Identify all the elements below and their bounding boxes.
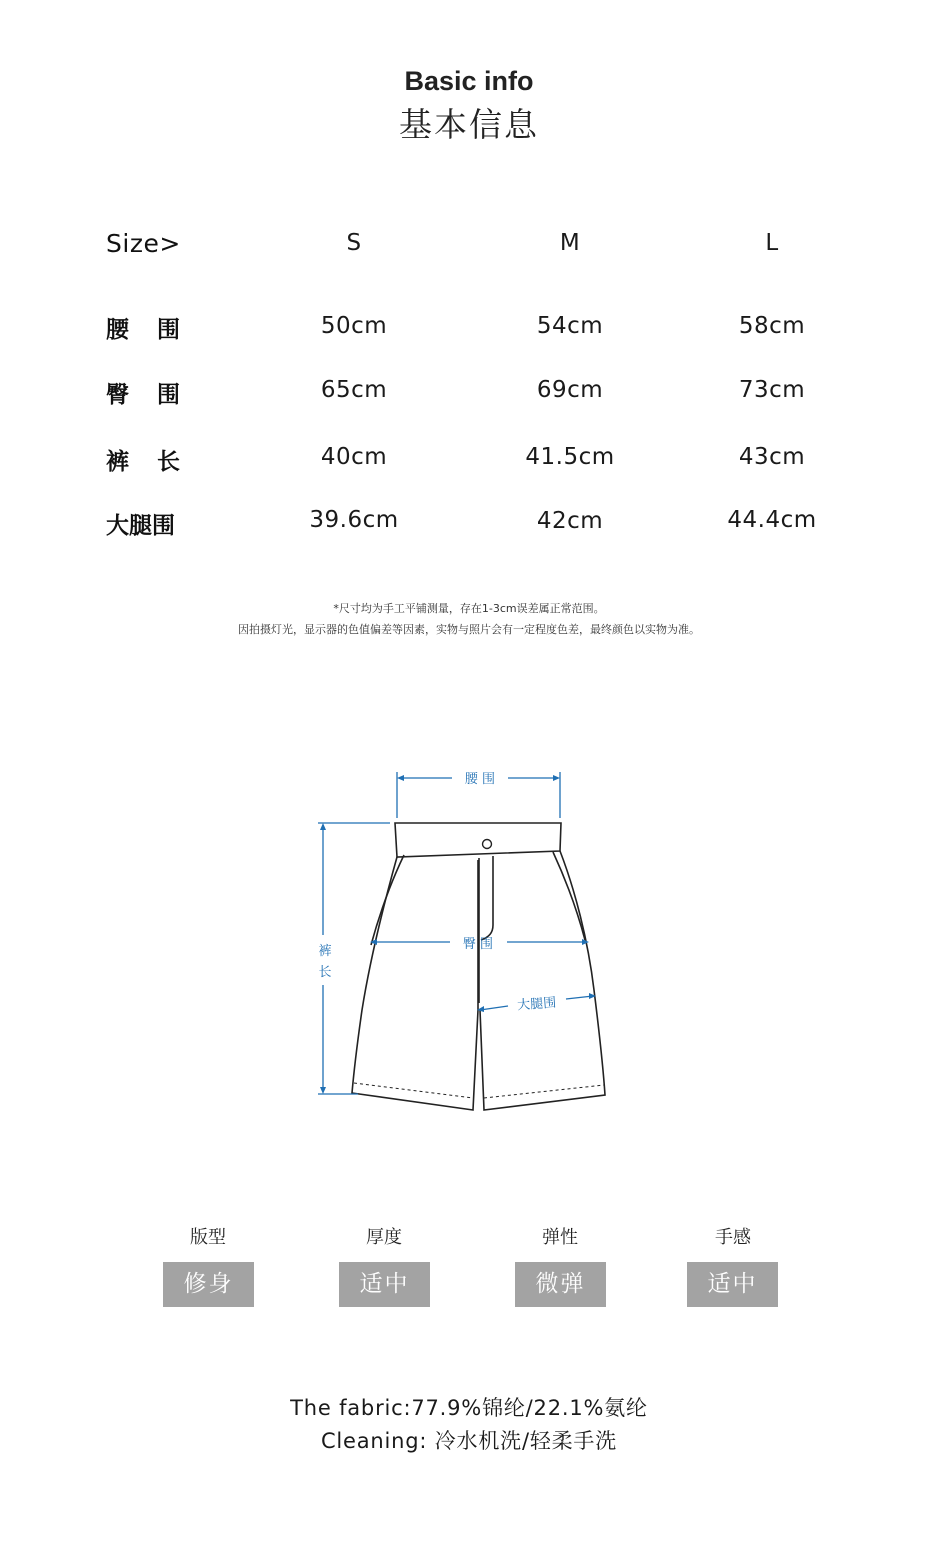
row-label-thigh: 大腿围 [106,513,175,539]
table-cell: 65cm [320,377,388,403]
shorts-measurement-diagram [300,760,620,1120]
table-cell: 69cm [536,377,604,403]
row-label-waist: 腰 围 [106,317,191,343]
table-cell: 41.5cm [525,444,615,470]
attribute-label-fit: 版型 [190,1227,226,1248]
size-column-l: L [765,230,779,256]
page-title-en: Basic info [404,66,534,96]
table-cell: 58cm [738,313,806,339]
attribute-label-thickness: 厚度 [366,1227,402,1248]
table-cell: 42cm [536,508,604,534]
button-icon [483,840,492,849]
measurement-note: *尺寸均为手工平铺测量，存在1-3cm误差属正常范围。 [333,602,605,615]
row-label-hip: 臀 围 [106,382,191,408]
size-header-label: Size> [106,229,181,258]
color-note: 因拍摄灯光，显示器的色值偏差等因素，实物与照片会有一定程度色差，最终颜色以实物为准。 [238,623,700,636]
table-cell: 43cm [738,444,806,470]
attribute-label-feel: 手感 [715,1227,751,1248]
shorts-outline-icon [352,823,605,1110]
attribute-value-fit: 修身 [163,1262,254,1307]
diagram-waist-label: 腰 围 [464,772,496,787]
table-cell: 54cm [536,313,604,339]
row-label-length: 裤 长 [106,449,191,475]
attribute-value-thickness: 适中 [339,1262,430,1307]
table-cell: 40cm [320,444,388,470]
table-cell: 50cm [320,313,388,339]
size-column-m: M [559,230,581,256]
table-cell: 44.4cm [727,507,817,533]
size-table [0,0,938,560]
fabric-composition: The fabric:77.9%锦纶/22.1%氨纶 [290,1396,648,1420]
table-cell: 73cm [738,377,806,403]
cleaning-instructions: Cleaning: 冷水机洗/轻柔手洗 [320,1429,618,1453]
table-cell: 39.6cm [309,507,399,533]
diagram-length-label-bottom: 长 [318,965,332,980]
attribute-label-elasticity: 弹性 [542,1227,578,1248]
diagram-thigh-label: 大腿围 [516,995,557,1014]
page-title-zh: 基本信息 [399,105,539,144]
diagram-hip-label: 臀 围 [462,937,494,952]
attribute-value-feel: 适中 [687,1262,778,1307]
attribute-value-elasticity: 微弹 [515,1262,606,1307]
size-column-s: S [346,230,362,256]
diagram-length-label-top: 裤 [318,944,332,959]
